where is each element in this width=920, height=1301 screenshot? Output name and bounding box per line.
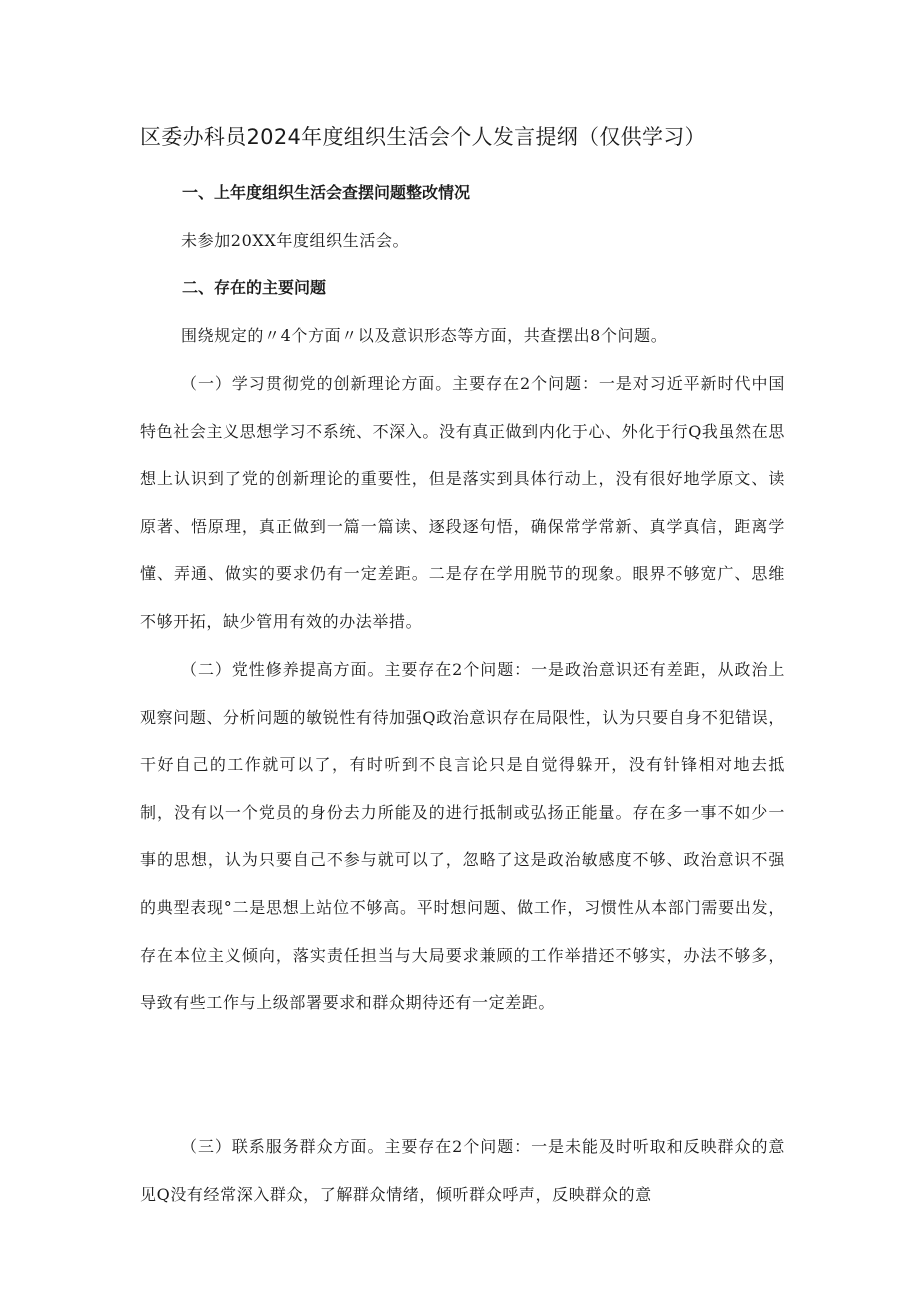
paragraph: （三）联系服务群众方面。主要存在2个问题：一是未能及时听取和反映群众的意见Q没有经常深入群众，了解群众情绪，倾听群众呼声，反映群众的意 <box>140 1137 785 1204</box>
paragraph: 未参加20XX年度组织生活会。 <box>181 231 410 250</box>
paragraph: （一）学习贯彻党的创新理论方面。主要存在2个问题：一是对习近平新时代中国特色社会主义思想学习不系统、不深入。没有真正做到内化于心、外化于行Q我虽然在思想上认识到了党的创新理论的重要性，但是落实到具体行动上，没有很好地学原文、读原著、悟原理，真正做到一篇一篇读、逐段逐句悟，确保常学常新、真学真信，距离学懂、弄通、做实的要求仍有一定差距。二是存在学用脱节的现象。眼界不够宽广、思维不够开拓，缺少管用有效的办法举措。 <box>140 374 785 631</box>
paragraph: 围绕规定的〃4个方面〃以及意识形态等方面，共查摆出8个问题。 <box>181 326 668 345</box>
section-heading: 二、存在的主要问题 <box>182 278 327 297</box>
section-heading: 一、上年度组织生活会查摆问题整改情况 <box>182 183 471 202</box>
document-title: 区委办科员2024年度组织生活会个人发言提纲（仅供学习） <box>140 125 706 149</box>
paragraph: （二）党性修养提高方面。主要存在2个问题：一是政治意识还有差距，从政治上观察问题、分析问题的敏锐性有待加强Q政治意识存在局限性，认为只要自身不犯错误，干好自己的工作就可以了，有时听到不良言论只是自觉得躲开，没有针锋相对地去抵制，没有以一个党员的身份去力所能及的进行抵制或弘扬正能量。存在多一事不如少一事的思想，认为只要自己不参与就可以了，忽略了这是政治敏感度不够、政治意识不强的典型表现°二是思想上站位不够高。平时想问题、做工作，习惯性从本部门需要出发，存在本位主义倾向，落实责任担当与大局要求兼顾的工作举措还不够实，办法不够多，导致有些工作与上级部署要求和群众期待还有一定差距。 <box>140 660 785 1013</box>
